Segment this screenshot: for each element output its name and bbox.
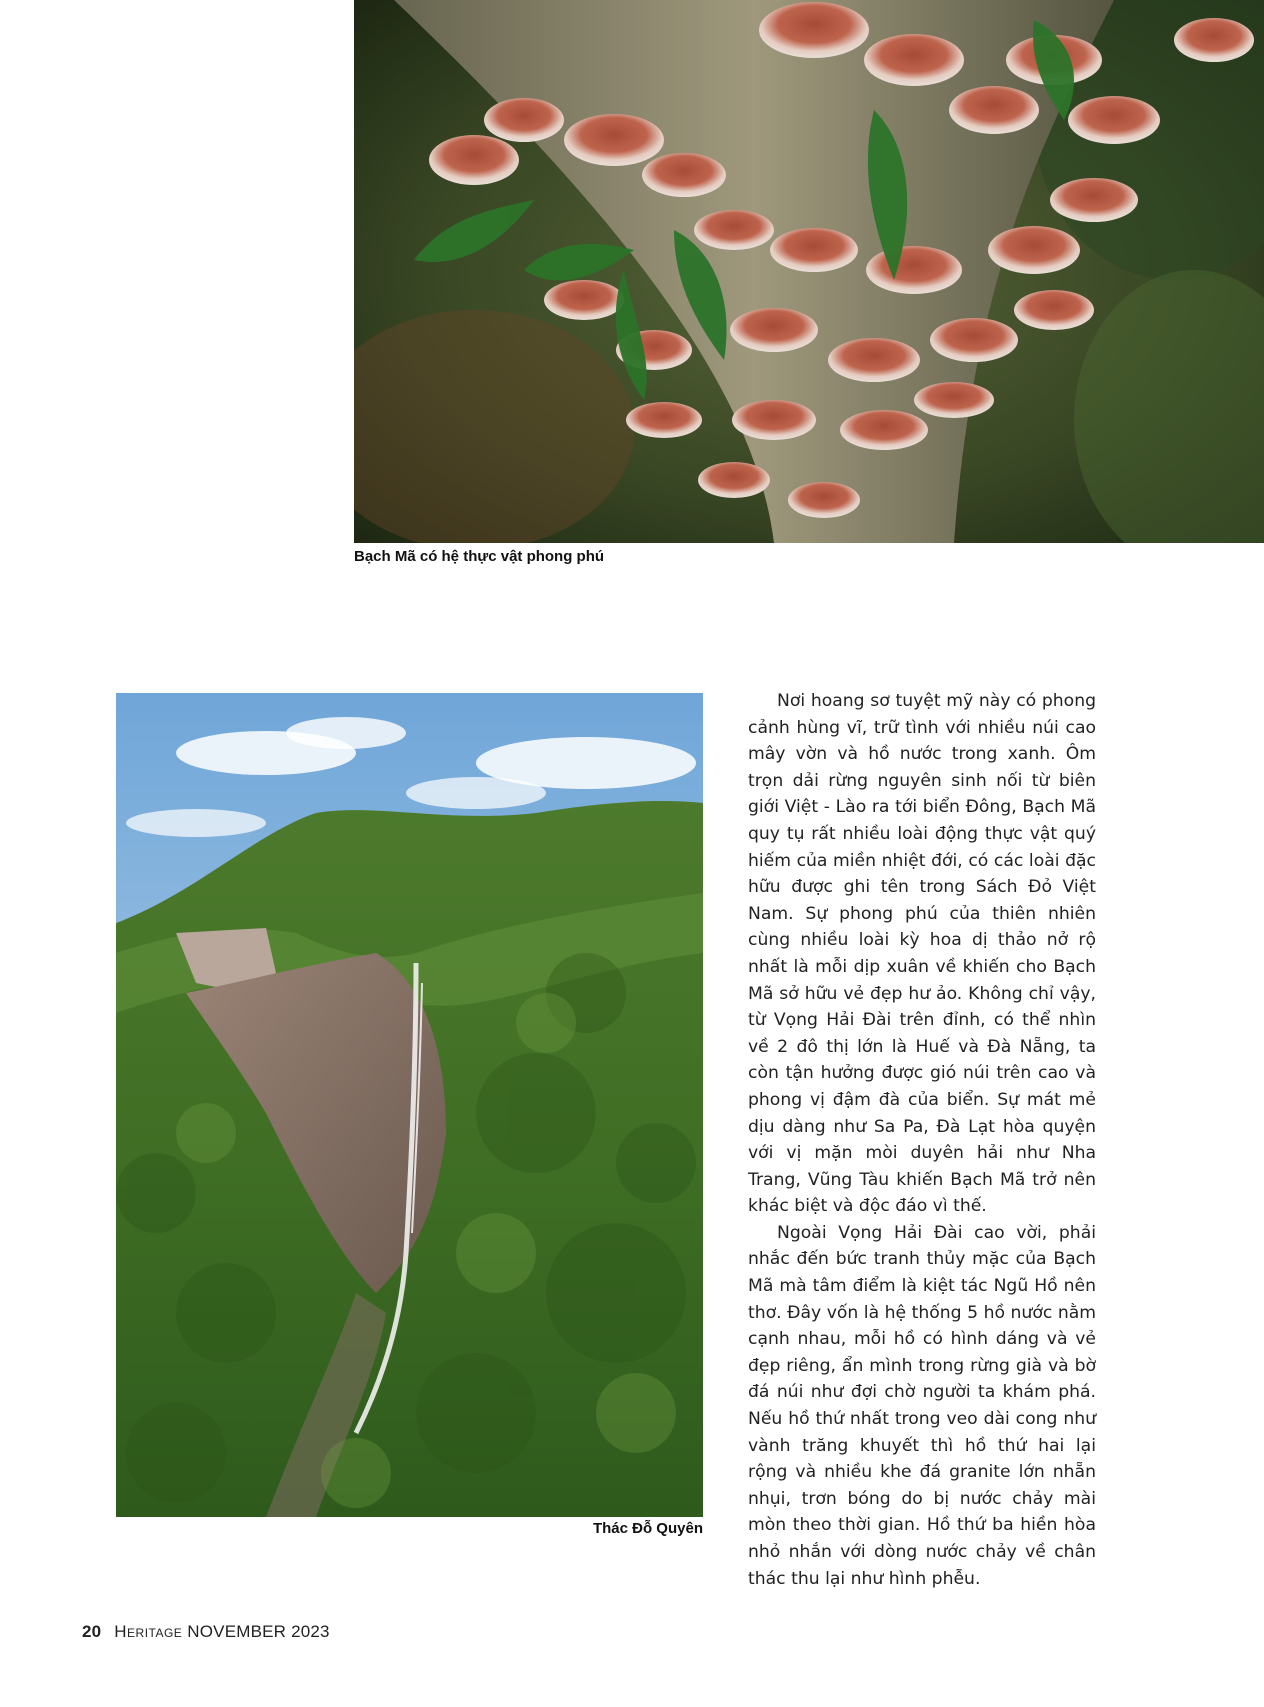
article-paragraph: Nơi hoang sơ tuyệt mỹ này có phong cảnh hùng vĩ, trữ tình với nhiều núi cao mây vờn và hồ nước trong xanh. Ôm trọn dải rừng nguyên sinh nối từ biên giới Việt - Lào ra tới biển Đông, Bạch Mã quy tụ rất nhiều loài động thực vật quý hiếm của miền nhiệt đới, có các loài đặc hữu được ghi tên trong Sách Đỏ Việt Nam. Sự phong phú của thiên nhiên cùng nhiều loài kỳ hoa dị thảo nở rộ nhất là mỗi dịp xuân về khiến cho Bạch Mã sở hữu vẻ đẹp hư ảo. Không chỉ vậy, từ Vọng Hải Đài trên đỉnh, có thể nhìn về 2 đô thị lớn là Huế và Đà Nẵng, ta còn tận hưởng được gió núi trên cao và phong vị đậm đà của biển. Sự mát mẻ dịu dàng như Sa Pa, Đà Lạt hòa quyện với vị mặn mòi duyên hải như Nha Trang, Vũng Tàu khiến Bạch Mã trở nên khác biệt và độc đáo vì thế. <box>748 691 1096 1217</box>
waterfall-photo-caption: Thác Đỗ Quyên <box>592 1520 703 1537</box>
fungi-photo-caption: Bạch Mã có hệ thực vật phong phú <box>354 548 605 565</box>
article-paragraph: Ngoài Vọng Hải Đài cao vời, phải nhắc đến bức tranh thủy mặc của Bạch Mã mà tâm điểm là kiệt tác Ngũ Hồ nên thơ. Đây vốn là hệ thống 5 hồ nước nằm cạnh nhau, mỗi hồ có hình dáng và vẻ đẹp riêng, ẩn mình trong rừng già và bờ đá núi như đợi chờ người ta khám phá. Nếu hồ thứ nhất trong veo dài cong như vành trăng khuyết thì hồ thứ hai lại rộng và nhiều khe đá granite lớn nhẵn nhụi, trơn bóng do bị nước chảy mài mòn theo thời gian. Hồ thứ ba hiền hòa nhỏ nhắn với dòng nước chảy về chân thác thu lại như hình phễu. <box>748 1222 1096 1589</box>
page-number: 20 <box>82 1622 102 1641</box>
article-body <box>748 688 1096 1592</box>
waterfall-photo <box>116 693 703 1517</box>
magazine-name: Heritage <box>114 1622 183 1641</box>
fungi-photo <box>354 0 1264 543</box>
page-footer <box>82 1622 330 1642</box>
issue-date: NOVEMBER 2023 <box>187 1622 330 1641</box>
